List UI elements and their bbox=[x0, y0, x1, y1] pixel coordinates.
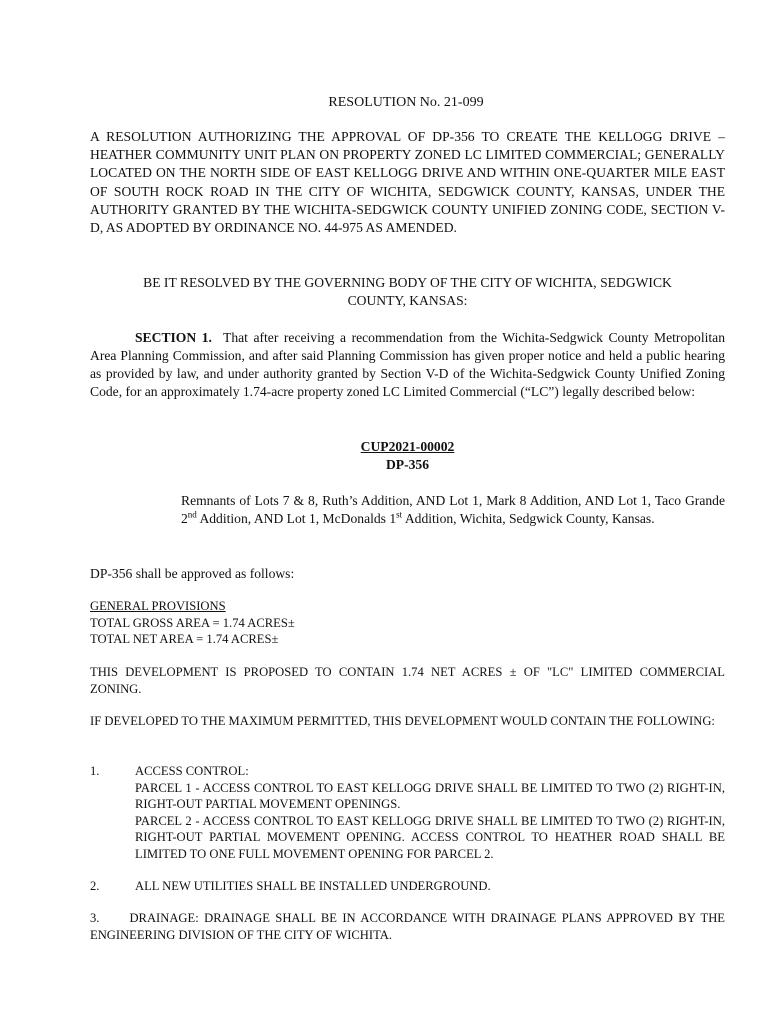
list-item bbox=[90, 910, 725, 943]
legal-sup-1: nd bbox=[187, 509, 197, 520]
development-paragraph: THIS DEVELOPMENT IS PROPOSED TO CONTAIN 1.74 NET ACRES ± OF "LC" LIMITED COMMERCIAL ZONING. bbox=[90, 665, 725, 696]
general-provisions bbox=[90, 598, 725, 648]
list-item bbox=[90, 878, 725, 895]
net-area: TOTAL NET AREA = 1.74 ACRES± bbox=[90, 632, 279, 646]
gross-area: TOTAL GROSS AREA = 1.74 ACRES± bbox=[90, 615, 295, 630]
list-number: 2. bbox=[90, 879, 100, 893]
dp-number: DP-356 bbox=[385, 457, 430, 472]
list-number: 3. bbox=[90, 911, 100, 925]
maximum-paragraph: IF DEVELOPED TO THE MAXIMUM PERMITTED, THIS DEVELOPMENT WOULD CONTAIN THE FOLLOWING: bbox=[90, 714, 715, 728]
drainage-paragraph bbox=[90, 910, 725, 943]
access-control-heading: ACCESS CONTROL: bbox=[135, 764, 249, 778]
list-number: 1. bbox=[90, 764, 100, 778]
parcel-1-text: PARCEL 1 - ACCESS CONTROL TO EAST KELLOGG DRIVE SHALL BE LIMITED TO TWO (2) RIGHT-IN, RIGHT-OUT PARTIAL MOVEMENT OPENINGS. bbox=[135, 780, 725, 811]
general-provisions-heading: GENERAL PROVISIONS bbox=[90, 599, 226, 613]
drainage-text: DRAINAGE: DRAINAGE SHALL BE IN ACCORDANCE WITH DRAINAGE PLANS APPROVED BY THE ENGINEERING DIVISION OF THE CITY OF WICHITA. bbox=[90, 911, 725, 942]
legal-part-1: Remnants of Lots 7 & 8, Ruth’s Addition, AND Lot 1, Mark 8 Addition, AND Lot 1, Taco Grande 2 bbox=[181, 493, 725, 526]
list-item bbox=[90, 763, 725, 862]
case-heading bbox=[90, 438, 725, 474]
approved-line: DP-356 shall be approved as follows: bbox=[90, 566, 295, 581]
section-1-label: SECTION 1. bbox=[135, 330, 212, 345]
utilities-text: ALL NEW UTILITIES SHALL BE INSTALLED UNDERGROUND. bbox=[135, 879, 491, 893]
legal-part-3: Addition, Wichita, Sedgwick County, Kansas. bbox=[402, 511, 655, 526]
legal-part-2: Addition, AND Lot 1, McDonalds 1 bbox=[196, 511, 397, 526]
resolved-line-1: BE IT RESOLVED BY THE GOVERNING BODY OF THE CITY OF WICHITA, SEDGWICK bbox=[143, 275, 672, 290]
section-1-paragraph bbox=[90, 329, 725, 401]
case-number: CUP2021-00002 bbox=[360, 439, 455, 454]
preamble: A RESOLUTION AUTHORIZING THE APPROVAL OF DP-356 TO CREATE THE KELLOGG DRIVE – HEATHER COMMUNITY UNIT PLAN ON PROPERTY ZONED LC LIMITED COMMERCIAL; GENERALLY LOCATED ON THE NORTH SIDE OF EAST KELLOGG DRIVE AND WITHIN ONE-QUARTER MILE EAST OF SOUTH ROCK ROAD IN THE CITY OF WICHITA, SEDGWICK COUNTY, KANSAS, UNDER THE AUTHORITY GRANTED BY THE WICHITA-SEDGWICK COUNTY UNIFIED ZONING CODE, SECTION V-D, AS ADOPTED BY ORDINANCE NO. 44-975 AS AMENDED. bbox=[90, 129, 725, 236]
legal-sup-2: st bbox=[396, 509, 403, 520]
resolution-title-text: RESOLUTION No. 21-099 bbox=[328, 95, 484, 110]
resolved-heading bbox=[90, 274, 725, 310]
legal-description bbox=[181, 492, 725, 528]
parcel-2-text: PARCEL 2 - ACCESS CONTROL TO EAST KELLOGG DRIVE SHALL BE LIMITED TO TWO (2) RIGHT-IN, RIGHT-OUT PARTIAL MOVEMENT OPENING. ACCESS CONTROL TO HEATHER ROAD SHALL BE LIMITED TO ONE FULL MOVEMENT OPENING FOR PARCEL 2. bbox=[135, 813, 725, 861]
resolution-title bbox=[0, 95, 770, 111]
section-1-text: That after receiving a recommendation from the Wichita-Sedgwick County Metropolitan Area Planning Commission, and after said Planning Commission has given proper notice and held a public hearing as provided by law, and under authority granted by Section V-D of the Wichita-Sedgwick County Unified Zoning Code, for an approximately 1.74-acre property zoned LC Limited Commercial (“LC”) legally described below: bbox=[90, 330, 726, 399]
resolved-line-2: COUNTY, KANSAS: bbox=[347, 293, 468, 308]
